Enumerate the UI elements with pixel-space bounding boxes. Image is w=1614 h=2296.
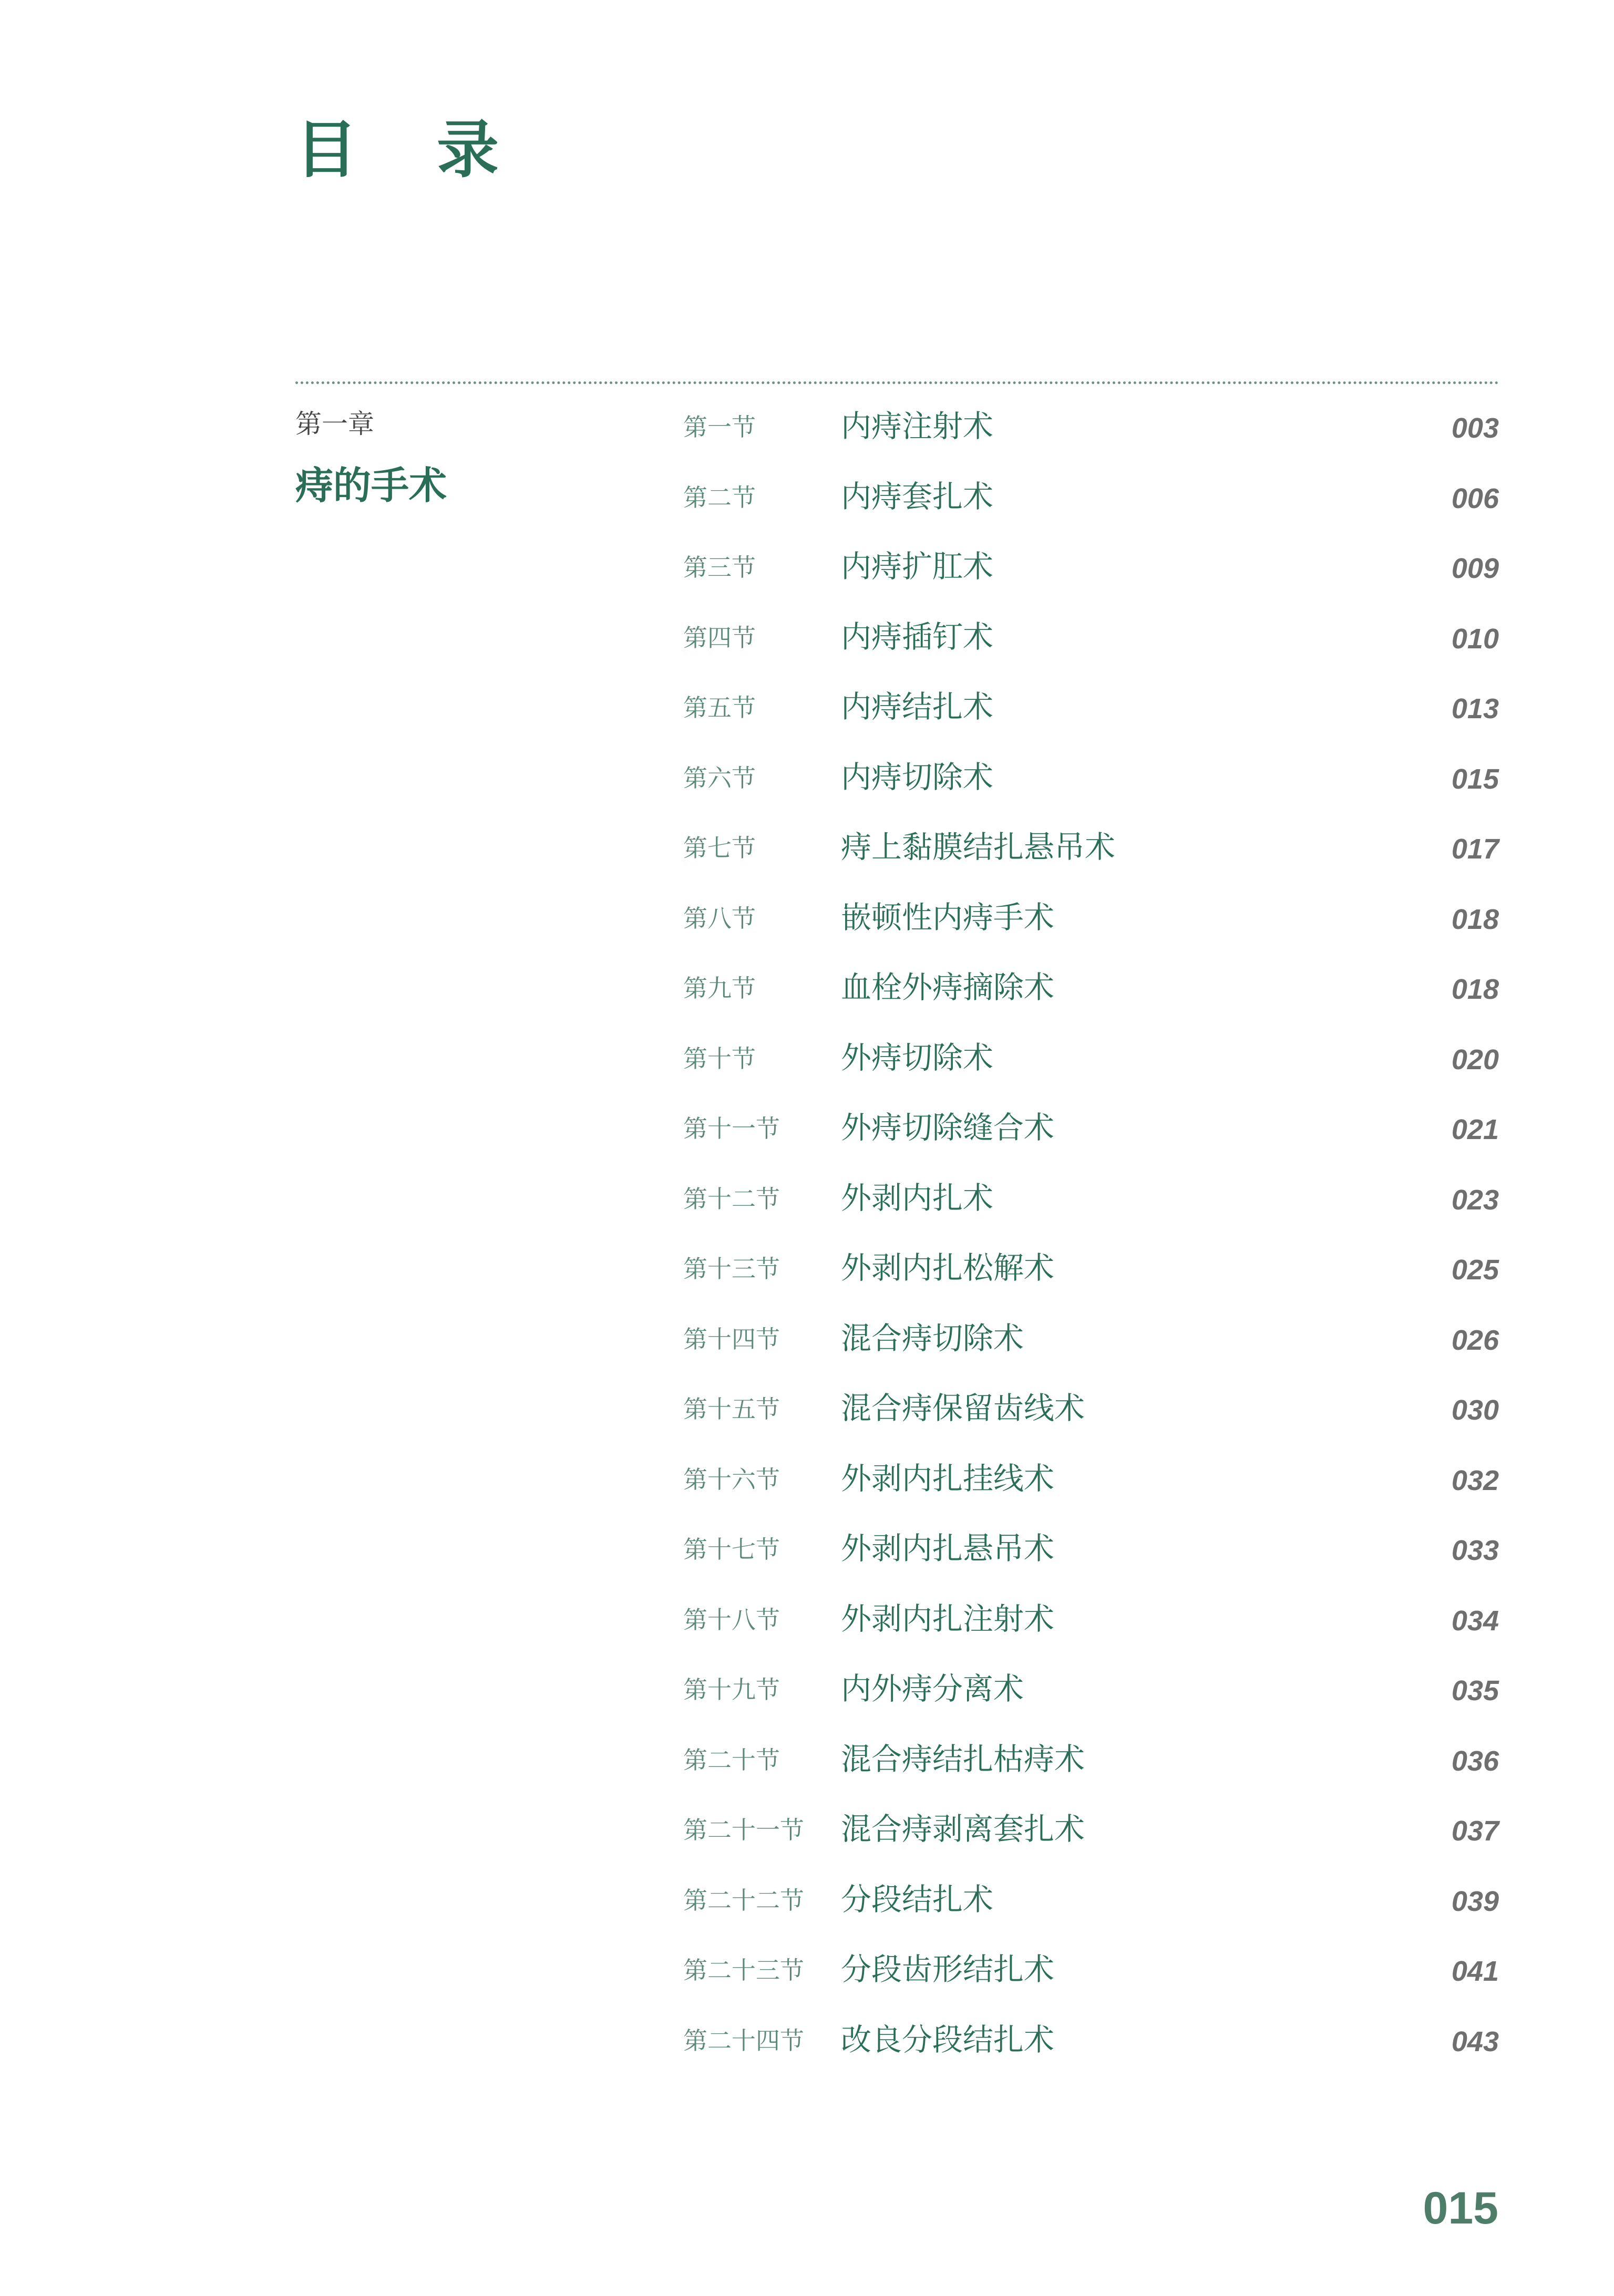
section-page-number: 009 (1451, 553, 1499, 584)
toc-entry[interactable] (683, 1597, 1499, 1668)
section-number: 第二十四节 (683, 2026, 804, 2055)
toc-entry[interactable] (683, 1387, 1499, 1457)
toc-entry[interactable] (683, 475, 1499, 545)
toc-entry[interactable] (683, 405, 1499, 475)
section-page-number: 021 (1451, 1114, 1499, 1145)
section-page-number: 030 (1451, 1394, 1499, 1426)
chapter-label: 第一章 (295, 409, 374, 439)
toc-entry[interactable] (683, 966, 1499, 1036)
section-number: 第九节 (683, 974, 756, 1002)
section-number: 第十三节 (683, 1255, 780, 1283)
section-title: 分段结扎术 (841, 1881, 994, 1917)
section-title: 内痔扩肛术 (841, 549, 994, 584)
section-page-number: 036 (1451, 1745, 1499, 1777)
page-title-char-1: 目 (295, 113, 358, 186)
section-title: 外剥内扎悬吊术 (841, 1530, 1055, 1566)
section-page-number: 018 (1451, 974, 1499, 1005)
toc-entry[interactable] (683, 2018, 1499, 2088)
toc-entry[interactable] (683, 1176, 1499, 1247)
section-page-number: 033 (1451, 1535, 1499, 1566)
section-number: 第十六节 (683, 1465, 780, 1494)
section-number: 第十四节 (683, 1325, 780, 1353)
section-number: 第五节 (683, 694, 756, 722)
section-number: 第十五节 (683, 1395, 780, 1423)
section-title: 外剥内扎注射术 (841, 1600, 1055, 1637)
page-title-char-2: 录 (437, 113, 500, 186)
section-number: 第十一节 (683, 1114, 780, 1143)
toc-entry[interactable] (683, 615, 1499, 686)
section-title: 混合痔结扎枯痔术 (841, 1741, 1085, 1777)
section-title: 外痔切除术 (841, 1039, 994, 1075)
section-title: 内痔插钉术 (841, 618, 994, 655)
section-number: 第十八节 (683, 1605, 780, 1634)
section-page-number: 039 (1451, 1885, 1499, 1917)
section-number: 第二十一节 (683, 1816, 804, 1844)
toc-entry[interactable] (683, 1527, 1499, 1597)
toc-entry[interactable] (683, 1317, 1499, 1387)
section-page-number: 025 (1451, 1254, 1499, 1286)
section-page-number: 013 (1451, 693, 1499, 725)
section-title: 改良分段结扎术 (841, 2021, 1055, 2057)
section-title: 内外痔分离术 (841, 1671, 1024, 1707)
toc-entry[interactable] (683, 545, 1499, 615)
section-title: 混合痔剥离套扎术 (841, 1811, 1085, 1847)
toc-entry[interactable] (683, 1737, 1499, 1808)
toc-entry[interactable] (683, 1807, 1499, 1878)
folio-page-number: 015 (1423, 2183, 1498, 2233)
toc-entry[interactable] (683, 1036, 1499, 1106)
toc-entry[interactable] (683, 896, 1499, 966)
section-page-number: 006 (1451, 482, 1499, 514)
section-number: 第十二节 (683, 1184, 780, 1213)
section-title: 外剥内扎松解术 (841, 1250, 1055, 1286)
section-page-number: 018 (1451, 903, 1499, 935)
section-title: 痔上黏膜结扎悬吊术 (841, 829, 1116, 865)
section-number: 第三节 (683, 553, 756, 582)
section-page-number: 023 (1451, 1184, 1499, 1216)
section-title: 外剥内扎挂线术 (841, 1460, 1055, 1496)
section-page-number: 037 (1451, 1815, 1499, 1847)
section-number: 第八节 (683, 904, 756, 933)
section-page-number: 043 (1451, 2025, 1499, 2057)
toc-entry[interactable] (683, 1246, 1499, 1317)
toc-list (683, 405, 1499, 2088)
section-page-number: 017 (1451, 833, 1499, 865)
section-number: 第二十节 (683, 1745, 780, 1774)
section-number: 第十七节 (683, 1535, 780, 1564)
section-title: 混合痔切除术 (841, 1320, 1024, 1356)
toc-entry[interactable] (683, 1457, 1499, 1527)
toc-entry[interactable] (683, 1948, 1499, 2018)
section-number: 第二十二节 (683, 1886, 804, 1915)
toc-entry[interactable] (683, 756, 1499, 826)
toc-entry[interactable] (683, 1878, 1499, 1948)
section-number: 第六节 (683, 763, 756, 792)
section-number: 第十节 (683, 1044, 756, 1073)
section-title: 血栓外痔摘除术 (841, 969, 1055, 1005)
section-page-number: 003 (1451, 412, 1499, 444)
section-number: 第二十三节 (683, 1956, 804, 1984)
section-number: 第一节 (683, 413, 756, 441)
toc-entry[interactable] (683, 1106, 1499, 1176)
section-page-number: 026 (1451, 1324, 1499, 1356)
section-page-number: 041 (1451, 1956, 1499, 1987)
section-number: 第二节 (683, 483, 756, 512)
section-number: 第十九节 (683, 1676, 780, 1704)
section-title: 分段齿形结扎术 (841, 1951, 1055, 1987)
section-title: 混合痔保留齿线术 (841, 1390, 1085, 1426)
section-title: 外剥内扎术 (841, 1180, 994, 1216)
toc-entry[interactable] (683, 825, 1499, 896)
toc-entry[interactable] (683, 685, 1499, 756)
section-page-number: 020 (1451, 1043, 1499, 1075)
section-page-number: 032 (1451, 1464, 1499, 1496)
section-title: 外痔切除缝合术 (841, 1110, 1055, 1145)
section-title: 嵌顿性内痔手术 (841, 899, 1055, 935)
section-page-number: 010 (1451, 623, 1499, 655)
section-number: 第七节 (683, 834, 756, 862)
section-page-number: 034 (1451, 1605, 1499, 1637)
page-title (295, 113, 500, 186)
section-title: 内痔注射术 (841, 408, 994, 444)
section-number: 第四节 (683, 623, 756, 652)
section-title: 内痔结扎术 (841, 689, 994, 725)
section-page-number: 035 (1451, 1675, 1499, 1707)
section-title: 内痔套扎术 (841, 478, 994, 514)
dotted-divider (295, 381, 1499, 384)
section-page-number: 015 (1451, 763, 1499, 795)
chapter-title: 痔的手术 (295, 463, 447, 508)
section-title: 内痔切除术 (841, 759, 994, 795)
toc-entry[interactable] (683, 1667, 1499, 1737)
